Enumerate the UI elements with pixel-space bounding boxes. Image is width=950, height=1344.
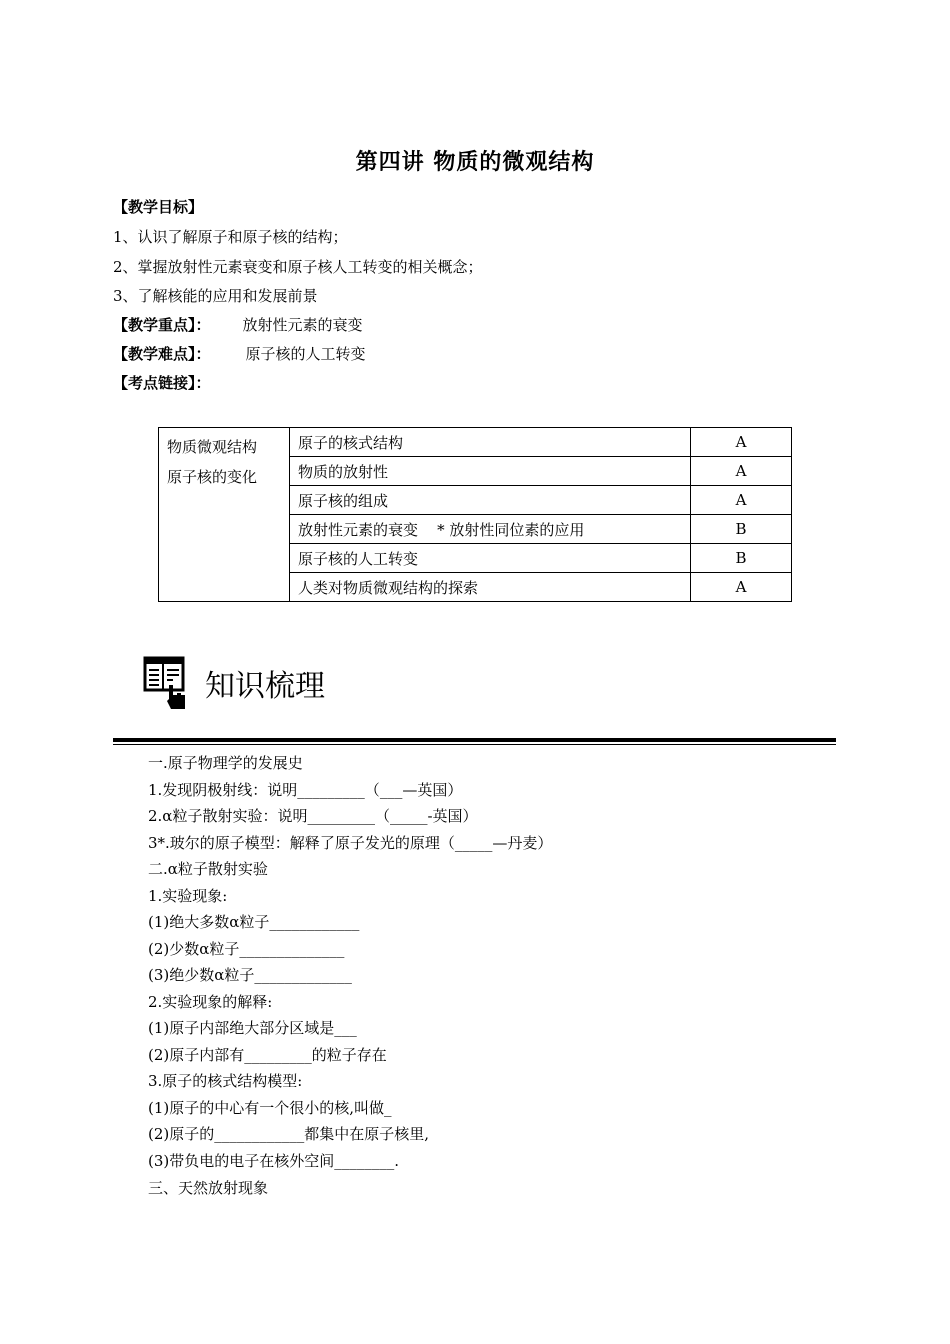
content-line: 1.发现阴极射线：说明_________（___—英国） <box>148 781 463 799</box>
key-point-label: 【教学重点】： <box>113 316 211 334</box>
key-point-value: 放射性元素的衰变 <box>242 316 363 334</box>
content-line: 3*.玻尔的原子模型：解释了原子发光的原理（_____—丹麦） <box>148 834 553 852</box>
table-level-cell: A <box>691 457 792 486</box>
table-category-cell <box>159 428 290 602</box>
content-line: (2)少数α粒子______________ <box>148 940 345 958</box>
table-level-cell: A <box>691 573 792 602</box>
content-line: 2.实验现象的解释: <box>148 993 273 1011</box>
table-level-cell: B <box>691 544 792 573</box>
content-line: (1)绝大多数α粒子____________ <box>148 913 360 931</box>
objectives-heading: 【教学目标】 <box>113 198 204 216</box>
page-title: 第四讲 物质的微观结构 <box>355 150 595 175</box>
objective-item: 1、认识了解原子和原子核的结构； <box>113 228 348 246</box>
table-level-cell: A <box>691 428 792 457</box>
table-level-cell: B <box>691 515 792 544</box>
document-pointer-icon <box>143 655 189 711</box>
content-line: (3)带负电的电子在核外空间________. <box>148 1152 400 1170</box>
table-topic-cell: 原子核的人工转变 <box>290 544 691 573</box>
objective-item: 2、掌握放射性元素衰变和原子核人工转变的相关概念； <box>113 258 483 276</box>
content-line: 一.原子物理学的发展史 <box>148 754 303 772</box>
content-line: (1)原子的中心有一个很小的核,叫做_ <box>148 1099 392 1117</box>
content-line: 三、天然放射现象 <box>148 1179 269 1197</box>
content-line: 2.α粒子散射实验：说明_________（_____-英国） <box>148 807 478 825</box>
content-line: (3)绝少数α粒子_____________ <box>148 966 352 984</box>
difficulty-line <box>113 343 366 364</box>
exam-point-table <box>158 427 792 602</box>
exam-link-label: 【考点链接】： <box>113 374 211 392</box>
section-title: 知识梳理 <box>205 669 325 704</box>
content-line: 3.原子的核式结构模型: <box>148 1072 303 1090</box>
table-category-line: 原子核的变化 <box>167 468 258 486</box>
objective-item: 3、了解核能的应用和发展前景 <box>113 287 318 305</box>
content-line: (2)原子内部有_________的粒子存在 <box>148 1046 387 1064</box>
table-category-line: 物质微观结构 <box>167 438 258 456</box>
section-divider-thin <box>113 744 836 745</box>
table-topic-cell: 原子的核式结构 <box>290 428 691 457</box>
key-point-line <box>113 314 363 335</box>
table-topic-cell: 人类对物质微观结构的探索 <box>290 573 691 602</box>
content-line: 二.α粒子散射实验 <box>148 860 268 878</box>
content-line: 1.实验现象: <box>148 887 228 905</box>
difficulty-value: 原子核的人工转变 <box>245 345 366 363</box>
section-divider <box>113 738 836 742</box>
table-topic-cell: 原子核的组成 <box>290 486 691 515</box>
table-row <box>159 428 792 457</box>
table-topic-cell: 放射性元素的衰变 * 放射性同位素的应用 <box>290 515 691 544</box>
table-level-cell: A <box>691 486 792 515</box>
content-line: (1)原子内部绝大部分区域是___ <box>148 1019 357 1037</box>
difficulty-label: 【教学难点】： <box>113 345 211 363</box>
content-line: (2)原子的____________都集中在原子核里, <box>148 1125 430 1143</box>
table-topic-cell: 物质的放射性 <box>290 457 691 486</box>
